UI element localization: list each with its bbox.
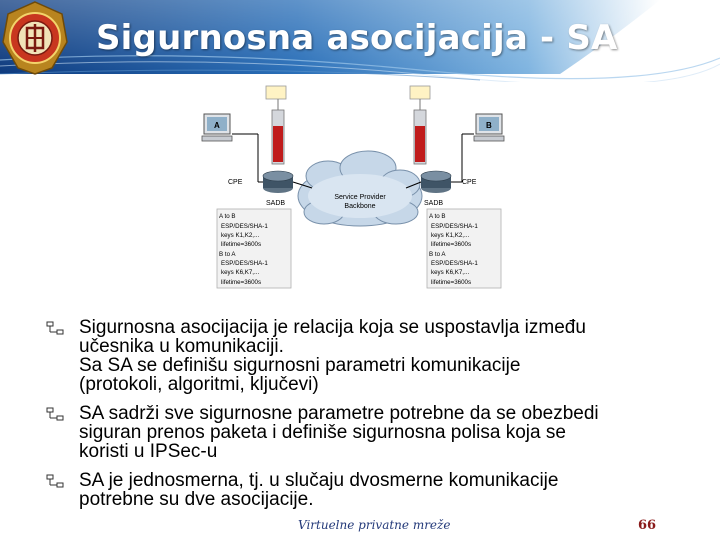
- sadb-left-row: ESP/DES/SHA-1: [221, 260, 268, 267]
- sadb-left-row: keys K1,K2,...: [221, 232, 260, 239]
- sadb-right-row: A to B: [429, 213, 446, 220]
- bullet-line: SA je jednosmerna, tj. u slučaju dvosmerne komunikacije: [79, 470, 559, 491]
- bullet-line: SA sadrži sve sigurnosne parametre potrebne da se obezbedi: [79, 403, 599, 424]
- page-number: 66: [638, 518, 657, 533]
- sadb-database-left-icon: [266, 86, 286, 164]
- cloud-label-line2: Backbone: [344, 203, 376, 210]
- sadb-right-row: keys K1,K2,...: [431, 232, 470, 239]
- router-right-icon: [421, 171, 451, 193]
- sadb-left-row: keys K6,K7,...: [221, 269, 260, 276]
- sadb-right-row: keys K6,K7,...: [431, 269, 470, 276]
- sadb-right-label: SADB: [424, 200, 444, 207]
- sadb-right-row: ESP/DES/SHA-1: [431, 223, 478, 230]
- sadb-right-row: ESP/DES/SHA-1: [431, 260, 478, 267]
- sadb-left-row: lifetime=3600s: [221, 241, 262, 248]
- bullet-line: Sa SA se definišu sigurnosni parametri komunikacije: [79, 355, 521, 376]
- bullet-line: učesnika u komunikaciji.: [79, 336, 284, 357]
- sa-network-diagram: [200, 84, 520, 294]
- bullet-list: [46, 318, 706, 519]
- sadb-database-right-icon: [410, 86, 430, 164]
- network-bullet-icon: [46, 407, 64, 421]
- sadb-right-row: lifetime=3600s: [431, 279, 472, 286]
- cpe-right-label: CPE: [462, 179, 477, 186]
- network-bullet-icon: [46, 321, 64, 335]
- slide-header: [0, 0, 720, 82]
- bullet-item: [46, 471, 706, 509]
- slide-title: Sigurnosna asocijacija - SA: [96, 18, 618, 58]
- sadb-left-row: B to A: [219, 251, 236, 258]
- footer-text: Virtuelne privatne mreže: [298, 518, 451, 532]
- sadb-left-row: A to B: [219, 213, 236, 220]
- sadb-right-row: B to A: [429, 251, 446, 258]
- sadb-table-right: [427, 209, 501, 288]
- network-bullet-icon: [46, 474, 64, 488]
- university-seal-icon: [0, 0, 70, 76]
- sadb-table-left: [217, 209, 291, 288]
- sadb-left-label: SADB: [266, 200, 286, 207]
- cpe-left-label: CPE: [228, 179, 243, 186]
- bullet-line: Sigurnosna asocijacija je relacija koja se uspostavlja između: [79, 317, 586, 338]
- sadb-right-row: lifetime=3600s: [431, 241, 472, 248]
- bullet-line: siguran prenos paketa i definiše sigurnosna polisa koja se: [79, 422, 566, 443]
- bullet-line: potrebne su dve asocijacije.: [79, 489, 314, 510]
- bullet-item: [46, 404, 706, 461]
- router-left-icon: [263, 171, 293, 193]
- bullet-line: (protokoli, algoritmi, ključevi): [79, 374, 319, 395]
- host-a-label: A: [214, 121, 220, 130]
- host-b-label: B: [486, 121, 492, 130]
- bullet-item: [46, 318, 706, 394]
- sadb-left-row: lifetime=3600s: [221, 279, 262, 286]
- service-provider-cloud-icon: [298, 151, 422, 226]
- sadb-left-row: ESP/DES/SHA-1: [221, 223, 268, 230]
- bullet-line: koristi u IPSec-u: [79, 441, 218, 462]
- cloud-label-line1: Service Provider: [334, 194, 386, 201]
